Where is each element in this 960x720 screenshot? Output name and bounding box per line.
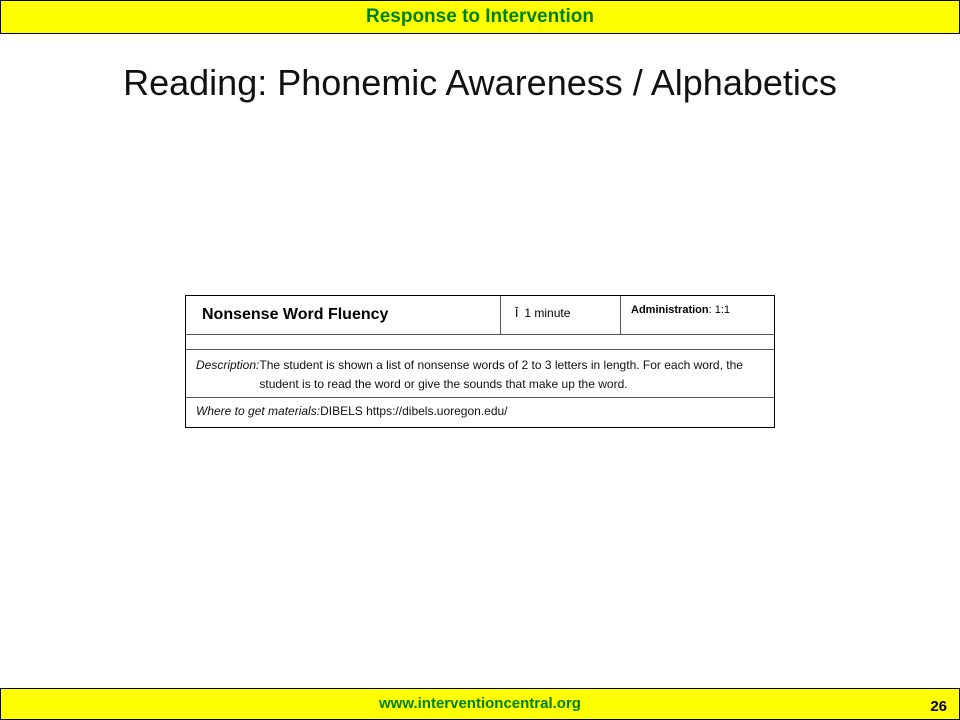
description-text: The student is shown a list of nonsense words of 2 to 3 letters in length. For each word, the student is to read the word or give the sounds that make up the word. [259, 358, 743, 391]
page-number: 26 [930, 698, 947, 715]
measure-card [185, 295, 775, 428]
description-row [186, 350, 774, 398]
footer-bar [0, 688, 960, 720]
materials-row [186, 398, 774, 427]
footer-url[interactable]: www.interventioncentral.org [379, 695, 581, 712]
time-cell [501, 296, 621, 334]
administration-cell [621, 296, 774, 334]
measure-name-cell [186, 296, 501, 334]
time-value: 1 minute [524, 306, 571, 320]
materials-text: DIBELS https://dibels.uoregon.edu/ [320, 404, 508, 418]
page-title: Reading: Phonemic Awareness / Alphabetics [123, 62, 837, 103]
header-title: Response to Intervention [365, 6, 595, 27]
administration-value: : 1:1 [708, 304, 731, 316]
card-header-row [186, 296, 774, 335]
materials-label: Where to get materials: [196, 404, 321, 418]
header-bar [0, 0, 960, 34]
administration-label: Administration [631, 304, 709, 316]
timer-icon: Ī [515, 306, 519, 320]
measure-name: Nonsense Word Fluency [202, 306, 389, 323]
description-label: Description: [196, 358, 260, 372]
spacer-row [186, 335, 774, 350]
